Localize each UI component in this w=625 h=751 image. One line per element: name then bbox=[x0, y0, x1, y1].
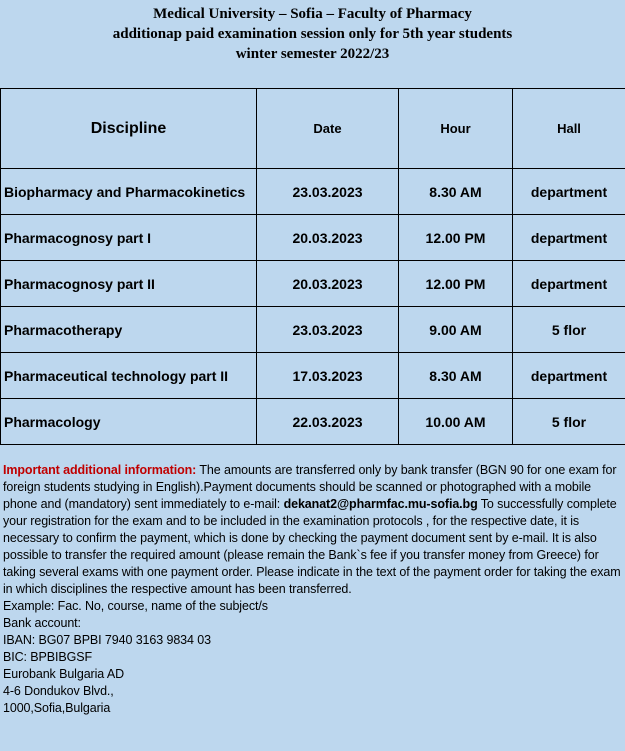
cell-hour: 12.00 PM bbox=[399, 215, 513, 261]
exam-schedule-table bbox=[0, 88, 625, 445]
cell-discipline: Pharmacology bbox=[1, 399, 257, 445]
bank-name: Eurobank Bulgaria AD bbox=[3, 667, 124, 681]
payment-example: Example: Fac. No, course, name of the subject/s bbox=[3, 599, 268, 613]
cell-hall: 5 flor bbox=[513, 307, 625, 353]
cell-hour: 9.00 AM bbox=[399, 307, 513, 353]
table-row bbox=[1, 399, 625, 445]
table-row bbox=[1, 261, 625, 307]
cell-date: 23.03.2023 bbox=[257, 307, 399, 353]
additional-information bbox=[3, 462, 623, 717]
cell-hall: department bbox=[513, 169, 625, 215]
iban: IBAN: BG07 BPBI 7940 3163 9834 03 bbox=[3, 633, 211, 647]
bic: BIC: BPBIBGSF bbox=[3, 650, 93, 664]
table-row bbox=[1, 169, 625, 215]
table-row bbox=[1, 215, 625, 261]
cell-hour: 8.30 AM bbox=[399, 353, 513, 399]
table-row bbox=[1, 353, 625, 399]
column-header-hall: Hall bbox=[513, 89, 625, 169]
cell-hall: department bbox=[513, 353, 625, 399]
info-text-before-email: The amounts are transferred only by bank transfer (BGN 90 for one exam for foreign students studying in English).Payment documents should be scanned or photographed with a mobile phone and (mandatory) sent immediately to e-mail: bbox=[3, 463, 617, 511]
cell-hour: 12.00 PM bbox=[399, 261, 513, 307]
cell-hour: 10.00 AM bbox=[399, 399, 513, 445]
cell-discipline: Pharmacognosy part II bbox=[1, 261, 257, 307]
important-label: Important additional information: bbox=[3, 463, 197, 477]
column-header-hour: Hour bbox=[399, 89, 513, 169]
cell-discipline: Pharmacognosy part I bbox=[1, 215, 257, 261]
bank-city: 1000,Sofia,Bulgaria bbox=[3, 701, 111, 715]
document-header bbox=[0, 0, 625, 88]
info-text-after-email: To successfully complete your registration for the exam and to be included in the examination protocols , for the respective date, it is necessary to confirm the payment, which is done by checking the payment document sent by e-mail. It is also possible to transfer the required amount (please remain the Bank`s fee if you transfer money from Greece) for taking several exams with one payment order. Please indicate in the text of the payment order for taking the exam in which disciplines the respective amount has been transferred. bbox=[3, 497, 621, 596]
cell-date: 20.03.2023 bbox=[257, 261, 399, 307]
cell-hall: department bbox=[513, 215, 625, 261]
bank-account-label: Bank account: bbox=[3, 616, 81, 630]
contact-email[interactable]: dekanat2@pharmfac.mu-sofia.bg bbox=[283, 497, 478, 511]
cell-date: 20.03.2023 bbox=[257, 215, 399, 261]
table-row bbox=[1, 307, 625, 353]
header-line-session: additionap paid examination session only for 5th year students bbox=[112, 26, 513, 42]
cell-hour: 8.30 AM bbox=[399, 169, 513, 215]
cell-hall: 5 flor bbox=[513, 399, 625, 445]
cell-date: 17.03.2023 bbox=[257, 353, 399, 399]
column-header-discipline: Discipline bbox=[1, 89, 257, 169]
cell-date: 22.03.2023 bbox=[257, 399, 399, 445]
column-header-date: Date bbox=[257, 89, 399, 169]
table-header-row bbox=[1, 89, 625, 169]
cell-discipline: Pharmacotherapy bbox=[1, 307, 257, 353]
cell-discipline: Pharmaceutical technology part II bbox=[1, 353, 257, 399]
cell-discipline: Biopharmacy and Pharmacokinetics bbox=[1, 169, 257, 215]
cell-hall: department bbox=[513, 261, 625, 307]
cell-date: 23.03.2023 bbox=[257, 169, 399, 215]
info-paragraph bbox=[3, 463, 621, 596]
bank-street: 4-6 Dondukov Blvd., bbox=[3, 684, 114, 698]
header-line-university: Medical University – Sofia – Faculty of Pharmacy bbox=[153, 6, 472, 22]
header-line-semester: winter semester 2022/23 bbox=[235, 46, 390, 62]
